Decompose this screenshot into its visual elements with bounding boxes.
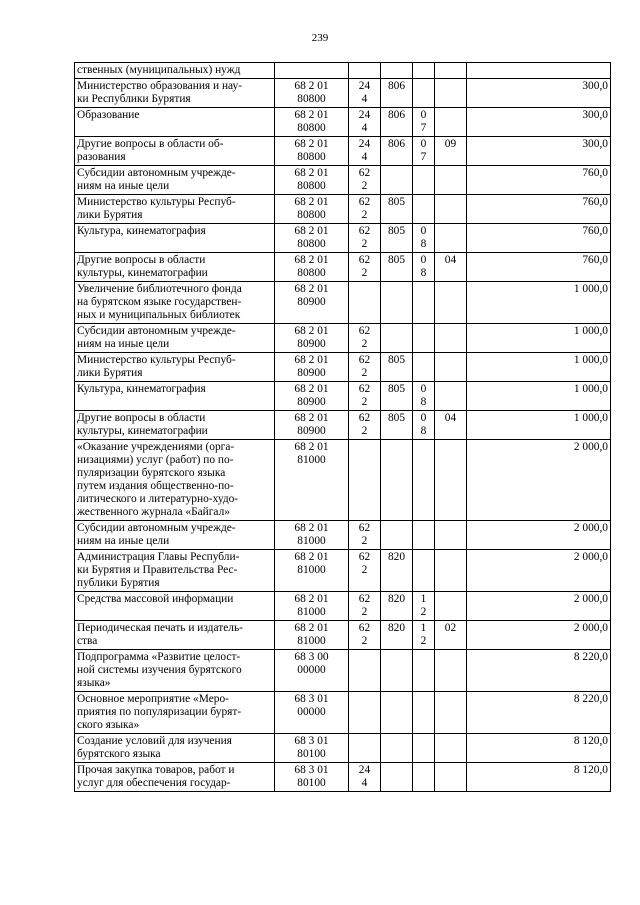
target-article-cell: 68 2 01 80800 (275, 79, 349, 108)
table-row (75, 253, 611, 282)
expense-type-cell (349, 63, 381, 79)
expense-type-cell: 62 2 (349, 353, 381, 382)
table-row (75, 621, 611, 650)
ministry-code-cell: 805 (381, 411, 413, 440)
section-cell (413, 763, 435, 792)
amount-cell: 1 000,0 (467, 324, 611, 353)
table-row (75, 137, 611, 166)
row-name-cell: Культура, кинематография (75, 224, 275, 253)
amount-cell: 2 000,0 (467, 440, 611, 521)
expense-type-cell: 62 2 (349, 621, 381, 650)
row-name-cell: Субсидии автономным учрежде- ниям на иные цели (75, 324, 275, 353)
row-name-cell: Министерство образования и нау- ки Республики Бурятия (75, 79, 275, 108)
ministry-code-cell (381, 692, 413, 734)
row-name-cell: Другие вопросы в области об- разования (75, 137, 275, 166)
ministry-code-cell: 806 (381, 137, 413, 166)
ministry-code-cell (381, 63, 413, 79)
subsection-cell (435, 382, 467, 411)
amount-cell: 2 000,0 (467, 550, 611, 592)
row-name-cell: Администрация Главы Республи- ки Бурятия и Правительства Рес- публики Бурятия (75, 550, 275, 592)
amount-cell: 760,0 (467, 166, 611, 195)
ministry-code-cell: 805 (381, 353, 413, 382)
ministry-code-cell: 820 (381, 621, 413, 650)
amount-cell: 1 000,0 (467, 353, 611, 382)
target-article-cell: 68 2 01 81000 (275, 621, 349, 650)
subsection-cell (435, 521, 467, 550)
amount-cell: 8 120,0 (467, 734, 611, 763)
section-cell (413, 550, 435, 592)
amount-cell: 1 000,0 (467, 382, 611, 411)
subsection-cell (435, 550, 467, 592)
target-article-cell: 68 2 01 80800 (275, 137, 349, 166)
subsection-cell (435, 108, 467, 137)
row-name-cell: ственных (муниципальных) нужд (75, 63, 275, 79)
row-name-cell: Подпрограмма «Развитие целост- ной системы изучения бурятского языка» (75, 650, 275, 692)
row-name-cell: Министерство культуры Респуб- лики Бурятия (75, 353, 275, 382)
row-name-cell: Культура, кинематография (75, 382, 275, 411)
row-name-cell: Другие вопросы в области культуры, кинематографии (75, 411, 275, 440)
amount-cell: 2 000,0 (467, 592, 611, 621)
row-name-cell: Увеличение библиотечного фонда на бурятском языке государствен- ных и муниципальных библиотек (75, 282, 275, 324)
table-row (75, 382, 611, 411)
expense-type-cell: 24 4 (349, 763, 381, 792)
section-cell: 0 8 (413, 253, 435, 282)
section-cell: 0 8 (413, 382, 435, 411)
expense-type-cell (349, 650, 381, 692)
table-row (75, 692, 611, 734)
section-cell (413, 734, 435, 763)
table-row (75, 550, 611, 592)
section-cell: 0 7 (413, 108, 435, 137)
row-name-cell: Субсидии автономным учрежде- ниям на иные цели (75, 166, 275, 195)
ministry-code-cell (381, 650, 413, 692)
table-row (75, 411, 611, 440)
section-cell (413, 63, 435, 79)
amount-cell: 760,0 (467, 195, 611, 224)
subsection-cell: 02 (435, 621, 467, 650)
target-article-cell: 68 2 01 80900 (275, 382, 349, 411)
section-cell (413, 440, 435, 521)
section-cell: 0 8 (413, 411, 435, 440)
section-cell: 1 2 (413, 621, 435, 650)
subsection-cell (435, 692, 467, 734)
expense-type-cell: 24 4 (349, 108, 381, 137)
table-row (75, 224, 611, 253)
ministry-code-cell: 806 (381, 79, 413, 108)
row-name-cell: «Оказание учреждениями (орга- низациями) услуг (работ) по по- пуляризации бурятского языка путем издания общественно-по- литического и литературно-худо- жественного журнала «Байгал» (75, 440, 275, 521)
table-row (75, 63, 611, 79)
ministry-code-cell: 820 (381, 592, 413, 621)
expense-type-cell: 62 2 (349, 224, 381, 253)
ministry-code-cell: 805 (381, 195, 413, 224)
target-article-cell: 68 3 01 00000 (275, 692, 349, 734)
target-article-cell: 68 2 01 81000 (275, 440, 349, 521)
table-row (75, 592, 611, 621)
target-article-cell: 68 3 00 00000 (275, 650, 349, 692)
table-row (75, 282, 611, 324)
subsection-cell (435, 224, 467, 253)
subsection-cell (435, 353, 467, 382)
row-name-cell: Субсидии автономным учрежде- ниям на иные цели (75, 521, 275, 550)
target-article-cell: 68 2 01 80900 (275, 353, 349, 382)
expense-type-cell: 24 4 (349, 137, 381, 166)
page-number: 239 (311, 32, 329, 44)
section-cell (413, 166, 435, 195)
subsection-cell (435, 592, 467, 621)
amount-cell: 300,0 (467, 79, 611, 108)
subsection-cell (435, 63, 467, 79)
amount-cell: 2 000,0 (467, 621, 611, 650)
expense-type-cell: 24 4 (349, 79, 381, 108)
table-row (75, 763, 611, 792)
expense-type-cell: 62 2 (349, 324, 381, 353)
amount-cell: 760,0 (467, 253, 611, 282)
budget-table (74, 62, 611, 792)
subsection-cell (435, 324, 467, 353)
section-cell (413, 521, 435, 550)
section-cell: 0 8 (413, 224, 435, 253)
amount-cell: 8 120,0 (467, 763, 611, 792)
target-article-cell: 68 2 01 80800 (275, 224, 349, 253)
ministry-code-cell: 806 (381, 108, 413, 137)
target-article-cell: 68 3 01 80100 (275, 734, 349, 763)
section-cell (413, 195, 435, 224)
target-article-cell: 68 2 01 81000 (275, 592, 349, 621)
row-name-cell: Основное мероприятие «Меро- приятия по популяризации бурят- ского языка» (75, 692, 275, 734)
target-article-cell (275, 63, 349, 79)
row-name-cell: Периодическая печать и издатель- ства (75, 621, 275, 650)
table-row (75, 734, 611, 763)
target-article-cell: 68 2 01 80900 (275, 282, 349, 324)
amount-cell: 760,0 (467, 224, 611, 253)
ministry-code-cell: 805 (381, 224, 413, 253)
ministry-code-cell (381, 521, 413, 550)
section-cell (413, 282, 435, 324)
expense-type-cell: 62 2 (349, 166, 381, 195)
amount-cell (467, 63, 611, 79)
section-cell: 0 7 (413, 137, 435, 166)
subsection-cell (435, 195, 467, 224)
table-row (75, 521, 611, 550)
expense-type-cell: 62 2 (349, 550, 381, 592)
ministry-code-cell (381, 440, 413, 521)
target-article-cell: 68 2 01 80900 (275, 324, 349, 353)
table-row (75, 108, 611, 137)
ministry-code-cell: 820 (381, 550, 413, 592)
ministry-code-cell (381, 166, 413, 195)
table-row (75, 166, 611, 195)
row-name-cell: Прочая закупка товаров, работ и услуг для обеспечения государ- (75, 763, 275, 792)
expense-type-cell (349, 282, 381, 324)
target-article-cell: 68 2 01 81000 (275, 521, 349, 550)
amount-cell: 1 000,0 (467, 411, 611, 440)
section-cell (413, 324, 435, 353)
subsection-cell: 04 (435, 253, 467, 282)
target-article-cell: 68 2 01 80900 (275, 411, 349, 440)
subsection-cell: 04 (435, 411, 467, 440)
section-cell: 1 2 (413, 592, 435, 621)
ministry-code-cell: 805 (381, 253, 413, 282)
subsection-cell (435, 79, 467, 108)
ministry-code-cell: 805 (381, 382, 413, 411)
expense-type-cell (349, 734, 381, 763)
expense-type-cell: 62 2 (349, 592, 381, 621)
expense-type-cell: 62 2 (349, 195, 381, 224)
expense-type-cell: 62 2 (349, 253, 381, 282)
amount-cell: 8 220,0 (467, 692, 611, 734)
expense-type-cell: 62 2 (349, 521, 381, 550)
table-row (75, 650, 611, 692)
target-article-cell: 68 2 01 80800 (275, 108, 349, 137)
row-name-cell: Образование (75, 108, 275, 137)
target-article-cell: 68 2 01 80800 (275, 195, 349, 224)
target-article-cell: 68 2 01 80800 (275, 166, 349, 195)
subsection-cell (435, 763, 467, 792)
expense-type-cell (349, 692, 381, 734)
table-row (75, 353, 611, 382)
amount-cell: 300,0 (467, 137, 611, 166)
subsection-cell (435, 440, 467, 521)
expense-type-cell: 62 2 (349, 411, 381, 440)
target-article-cell: 68 2 01 81000 (275, 550, 349, 592)
row-name-cell: Министерство культуры Респуб- лики Бурятия (75, 195, 275, 224)
table-row (75, 440, 611, 521)
target-article-cell: 68 3 01 80100 (275, 763, 349, 792)
amount-cell: 300,0 (467, 108, 611, 137)
subsection-cell (435, 734, 467, 763)
ministry-code-cell (381, 734, 413, 763)
section-cell (413, 692, 435, 734)
target-article-cell: 68 2 01 80800 (275, 253, 349, 282)
section-cell (413, 353, 435, 382)
amount-cell: 8 220,0 (467, 650, 611, 692)
ministry-code-cell (381, 763, 413, 792)
section-cell (413, 79, 435, 108)
table-row (75, 324, 611, 353)
subsection-cell (435, 166, 467, 195)
row-name-cell: Другие вопросы в области культуры, кинематографии (75, 253, 275, 282)
section-cell (413, 650, 435, 692)
subsection-cell (435, 650, 467, 692)
table-row (75, 195, 611, 224)
ministry-code-cell (381, 324, 413, 353)
row-name-cell: Средства массовой информации (75, 592, 275, 621)
subsection-cell (435, 282, 467, 324)
subsection-cell: 09 (435, 137, 467, 166)
expense-type-cell (349, 440, 381, 521)
amount-cell: 1 000,0 (467, 282, 611, 324)
expense-type-cell: 62 2 (349, 382, 381, 411)
row-name-cell: Создание условий для изучения бурятского языка (75, 734, 275, 763)
ministry-code-cell (381, 282, 413, 324)
amount-cell: 2 000,0 (467, 521, 611, 550)
table-row (75, 79, 611, 108)
